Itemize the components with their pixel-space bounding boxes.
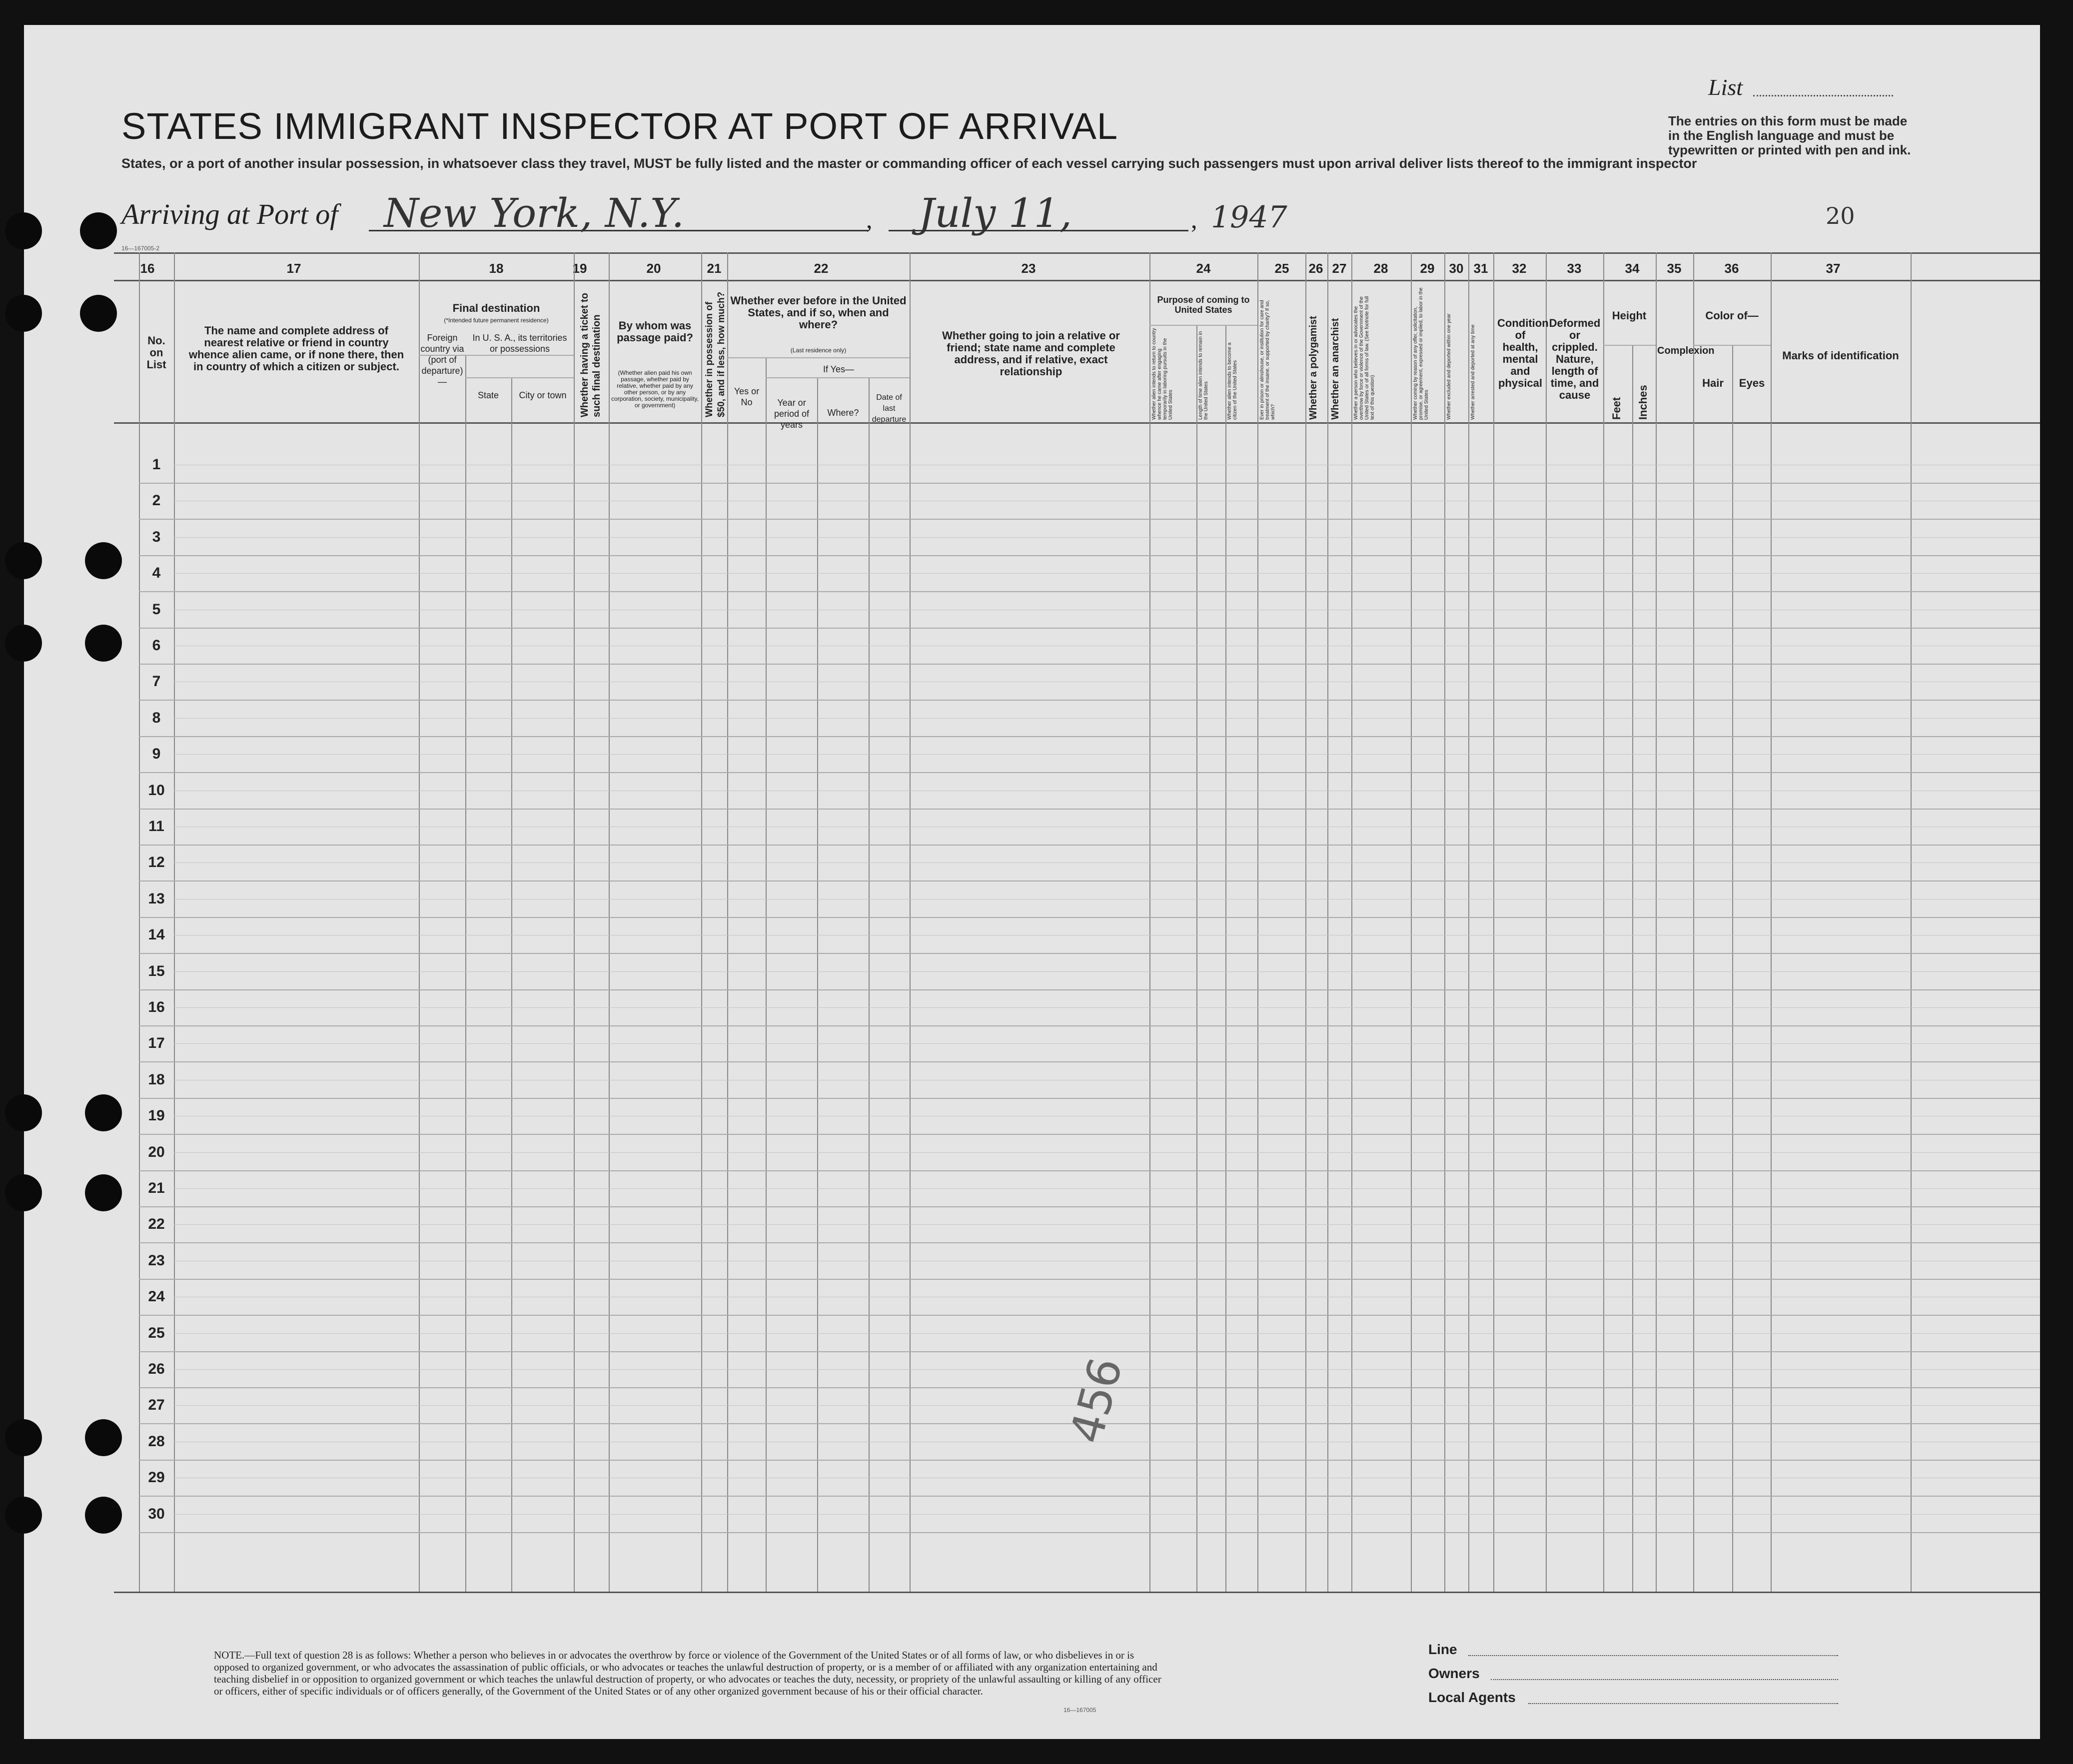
table-row: [139, 591, 2040, 592]
row-midline: [174, 1043, 2040, 1044]
row-number: 21: [148, 1180, 165, 1196]
header-polygamist: Whether a polygamist: [1308, 316, 1319, 420]
col-num-37: 37: [1826, 261, 1841, 276]
header-condition-health: Condition of health, mental and physical: [1497, 317, 1549, 389]
col-num-27: 27: [1332, 261, 1347, 276]
header-where: Where?: [827, 408, 859, 418]
row-number: 2: [152, 492, 161, 509]
header-purpose: Purpose of coming to United States: [1157, 295, 1250, 315]
row-midline: [174, 754, 2040, 755]
header-inches: Inches: [1637, 385, 1649, 420]
col-num-25: 25: [1274, 261, 1289, 276]
row-midline: [174, 971, 2040, 972]
row-midline: [174, 1514, 2040, 1515]
footer-form-code: 16—167005: [1063, 1707, 1096, 1714]
col-num-24: 24: [1196, 261, 1211, 276]
col-rule: [1351, 252, 1352, 1592]
col-rule: [1771, 252, 1772, 1592]
header-passage-paid: By whom was passage paid?: [617, 319, 693, 344]
col-rule: [1693, 252, 1694, 1592]
row-midline: [174, 1007, 2040, 1008]
col-num-19: 19: [572, 261, 587, 276]
row-number: 19: [148, 1107, 165, 1124]
row-number: 18: [148, 1071, 165, 1088]
table-row: [139, 483, 2040, 484]
band-top-rule: [114, 252, 2040, 254]
row-midline: [174, 718, 2040, 719]
port-handwritten: New York, N.Y.: [384, 190, 685, 236]
col-rule: [1225, 325, 1226, 1592]
header-eyes: Eyes: [1739, 377, 1765, 389]
header-feet: Feet: [1610, 397, 1623, 420]
sub-rule: [766, 377, 910, 378]
col-rule: [1493, 252, 1494, 1592]
header-fifty-dollars: Whether in possession of $50, and if less, how much?: [704, 291, 727, 417]
col-num-30: 30: [1449, 261, 1464, 276]
table-row: [139, 1206, 2040, 1207]
header-in-usa: In U. S. A., its territories or possessions: [472, 333, 567, 354]
sub-rule: [465, 377, 574, 378]
table-row: [139, 881, 2040, 882]
header-bottom-rule: [114, 422, 2040, 424]
table-row: [139, 628, 2040, 629]
header-hair: Hair: [1702, 377, 1724, 389]
col-rule: [1411, 252, 1412, 1592]
col-rule: [1546, 252, 1547, 1592]
table-row: [139, 1025, 2040, 1026]
punch-hole: [80, 295, 117, 332]
col-rule: [609, 252, 610, 1592]
table-row: [139, 1098, 2040, 1099]
punch-hole: [5, 1174, 42, 1211]
punch-hole: [5, 295, 42, 332]
form-sheet: [24, 25, 2040, 1739]
col-rule: [910, 252, 911, 1592]
punch-hole: [5, 212, 42, 249]
header-final-destination: Final destination: [452, 302, 540, 314]
header-years: Year or period of years: [774, 398, 810, 430]
form-code: 16—167005-2: [121, 245, 160, 252]
col-rule: [1196, 325, 1197, 1592]
row-number: 10: [148, 782, 165, 799]
punch-hole: [5, 1419, 42, 1456]
table-row: [139, 736, 2040, 737]
table-row: [139, 1315, 2040, 1316]
row-number: 26: [148, 1361, 165, 1377]
header-date-departure: Date of last departure: [872, 393, 907, 424]
table-row: [139, 1279, 2040, 1280]
col-num-22: 22: [814, 261, 829, 276]
col-rule: [1603, 252, 1604, 1592]
comma-separator: ,: [866, 205, 873, 233]
punch-hole: [5, 542, 42, 579]
row-number: 15: [148, 962, 165, 979]
row-midline: [174, 1224, 2040, 1225]
table-row: [139, 1134, 2040, 1135]
table-row: [139, 772, 2040, 773]
table-row: [139, 1242, 2040, 1243]
row-number: 28: [148, 1433, 165, 1450]
row-number: 30: [148, 1505, 165, 1522]
table-row: [139, 917, 2040, 918]
table-row: [139, 555, 2040, 556]
col-rule: [869, 377, 870, 1592]
table-row: [139, 1460, 2040, 1461]
row-number: 12: [148, 854, 165, 871]
form-title: STATES IMMIGRANT INSPECTOR AT PORT OF ARRIVAL: [121, 105, 1118, 147]
row-number: 9: [152, 746, 161, 763]
row-number: 22: [148, 1216, 165, 1233]
sub-rule: [1603, 345, 1656, 346]
sub-rule: [727, 357, 910, 358]
col-num-28: 28: [1373, 261, 1388, 276]
header-passage-paid-sub: (Whether alien paid his own passage, whether paid by relative, whether paid by any other person, or by any corporation, society, municipality, or government): [611, 369, 699, 409]
col-num-31: 31: [1473, 261, 1488, 276]
col-num-35: 35: [1667, 261, 1682, 276]
page-number: 20: [1826, 202, 1855, 229]
col-rule: [174, 252, 175, 1592]
col-num-34: 34: [1625, 261, 1640, 276]
sub-rule: [1149, 325, 1257, 326]
table-row: [139, 1061, 2040, 1062]
col-num-17: 17: [286, 261, 301, 276]
header-yes-or-no: Yes or No: [734, 386, 760, 407]
band-bottom-rule: [114, 280, 2040, 281]
arriving-label: Arriving at Port of: [121, 198, 338, 230]
header-purpose-return: Whether alien intends to return to country whence he came after engaging temporarily in laboring pursuits in the United States: [1151, 328, 1173, 420]
col-num-36: 36: [1724, 261, 1739, 276]
punch-hole: [5, 625, 42, 662]
col-num-20: 20: [646, 261, 661, 276]
row-number: 3: [152, 528, 161, 545]
header-no-on-list: No. on List: [146, 334, 166, 371]
col-rule: [1911, 252, 1912, 1592]
row-midline: [174, 1188, 2040, 1189]
row-midline: [174, 1152, 2040, 1153]
header-overthrow: Whether a person who believes in or advocates the overthrow by force or violence of the Government of the United States or of all forms of law. (See footnote for full text of this question): [1353, 296, 1375, 420]
col-rule: [727, 252, 728, 1592]
row-number: 4: [152, 565, 161, 582]
table-row: [139, 664, 2040, 665]
list-label: List: [1708, 74, 1743, 100]
col-num-18: 18: [489, 261, 504, 276]
col-rule: [574, 252, 575, 1592]
col-rule: [817, 377, 818, 1592]
table-row: [139, 1170, 2040, 1171]
header-purpose-citizen: Whether alien intends to become a citizen of the United States: [1227, 342, 1238, 420]
table-row: [139, 989, 2040, 990]
col-num-23: 23: [1021, 261, 1036, 276]
table-row: [139, 700, 2040, 701]
header-labor-offer: Whether coming by reason of any offer, solicitation, promise, or agreement, expressed or implied, to labor in the United States: [1413, 287, 1429, 420]
row-midline: [174, 1333, 2040, 1334]
footer-owners-field: [1491, 1679, 1838, 1680]
punch-hole: [85, 1497, 122, 1534]
punch-hole: [5, 1497, 42, 1534]
row-midline: [174, 537, 2040, 538]
header-arrested: Whether arrested and deported at any time: [1470, 324, 1476, 420]
row-number: 25: [148, 1324, 165, 1341]
list-number-line: [1753, 95, 1893, 96]
date-handwritten: July 11,: [919, 190, 1072, 236]
col-num-21: 21: [707, 261, 722, 276]
col-rule: [1732, 345, 1733, 1592]
footer-agents-field: [1528, 1703, 1838, 1704]
footer-owners-label: Owners: [1428, 1666, 1480, 1681]
table-row: [139, 1532, 2040, 1533]
header-ever-before: Whether ever before in the United States, and if so, when and where?: [730, 294, 907, 331]
col-rule: [766, 357, 767, 1592]
punch-hole: [5, 1094, 42, 1131]
header-deformed: Deformed or crippled. Nature, length of time, and cause: [1549, 317, 1601, 401]
col-rule: [1305, 252, 1306, 1592]
col-rule: [139, 252, 140, 1592]
col-rule: [1257, 252, 1258, 1592]
table-row: [139, 1351, 2040, 1352]
header-marks: Marks of identification: [1782, 349, 1899, 362]
footer-line-field: [1468, 1655, 1838, 1656]
header-if-yes: If Yes—: [823, 364, 855, 374]
row-number: 13: [148, 890, 165, 907]
row-number: 8: [152, 709, 161, 726]
punch-hole: [80, 212, 117, 249]
header-anarchist: Whether an anarchist: [1330, 318, 1341, 420]
footnote: NOTE.—Full text of question 28 is as follows: Whether a person who believes in or advocates the overthrow by force or violence of the Government of the United States or of all forms of law, or who disbelieves in or is opposed to organized government, or who advocates the assassination of public officials, or who advocates or teaches the unlawful destruction of property, or is a member of or affiliated with any organization entertaining and teaching disbelief in or opposition to organized government or which teaches the unlawful destruction of property, or who advocates or teaches the duty, necessity, or propriety of the unlawful assaulting or killing of any officer or officers, either of specific individuals or of officers generally, of the Government of the United States or of any other organized government because of his or their official character.: [214, 1649, 1161, 1697]
row-number: 14: [148, 926, 165, 943]
col-num-26: 26: [1308, 261, 1323, 276]
header-final-destination-sub: (*Intended future permanent residence): [444, 317, 549, 324]
row-number: 27: [148, 1397, 165, 1414]
row-midline: [174, 573, 2040, 574]
row-number: 29: [148, 1469, 165, 1486]
table-row: [139, 519, 2040, 520]
col-rule: [1656, 252, 1657, 1592]
header-ticket: Whether having a ticket to such final destination: [579, 293, 602, 417]
header-height: Height: [1612, 309, 1647, 322]
row-number: 6: [152, 637, 161, 654]
row-number: 5: [152, 601, 161, 618]
punch-hole: [85, 542, 122, 579]
col-rule: [1444, 252, 1445, 1592]
col-rule: [1327, 252, 1328, 1592]
header-nearest-relative: The name and complete address of nearest relative or friend in country whence alien came, or if none there, then in country of which a citizen or subject.: [188, 324, 404, 373]
row-number: 1: [152, 456, 161, 473]
instructions-text: The entries on this form must be made in the English language and must be typewritten or printed with pen and ink.: [1668, 113, 1911, 157]
col-num-33: 33: [1567, 261, 1582, 276]
header-state: State: [477, 390, 499, 400]
row-number: 17: [148, 1035, 165, 1052]
form-subtitle: States, or a port of another insular possession, in whatsoever class they travel, MUST be fully listed and the master or commanding officer of each vessel carrying such passengers must upon arrival deliver lists thereof to the immigrant inspector: [121, 156, 1697, 171]
header-city: City or town: [519, 390, 567, 400]
punch-hole: [85, 1419, 122, 1456]
table-row: [139, 1496, 2040, 1497]
comma-separator-2: ,: [1191, 205, 1197, 233]
footer-line-label: Line: [1428, 1642, 1457, 1657]
pencil-annotation: 456: [1059, 1352, 1133, 1449]
punch-hole: [85, 1174, 122, 1211]
table-row: [139, 845, 2040, 846]
col-rule: [511, 377, 512, 1592]
header-excluded: Whether excluded and deported within one year: [1446, 313, 1452, 420]
table-row: [139, 953, 2040, 954]
col-rule: [1468, 252, 1469, 1592]
row-number: 11: [148, 818, 164, 835]
col-rule: [701, 252, 702, 1592]
footer-agents-label: Local Agents: [1428, 1690, 1516, 1705]
col-rule: [419, 252, 420, 1592]
header-purpose-length: Length of time alien intends to remain in the United States: [1198, 331, 1209, 420]
header-prison: Ever in prison or almshouse, or institution for care and treatment of the insane, or supported by charity? If so, which?: [1259, 300, 1276, 420]
punch-hole: [85, 625, 122, 662]
col-rule: [465, 355, 466, 1592]
header-join-relative: Whether going to join a relative or friend; state name and complete address, and if relative, exact relationship: [942, 329, 1120, 378]
table-row: [139, 809, 2040, 810]
col-rule: [1149, 252, 1150, 1592]
punch-hole: [85, 1094, 122, 1131]
col-num-29: 29: [1420, 261, 1435, 276]
header-complexion: Complexion: [1657, 345, 1715, 356]
col-rule: [1632, 345, 1633, 1592]
row-number: 24: [148, 1288, 165, 1305]
header-color-of: Color of—: [1705, 309, 1759, 322]
row-number: 7: [152, 673, 161, 690]
header-ever-before-sub: (Last residence only): [790, 347, 847, 354]
row-number: 23: [148, 1252, 165, 1269]
header-foreign-country: Foreign country via (port of departure)—: [420, 333, 464, 387]
row-number: 16: [148, 999, 165, 1015]
table-bottom-rule: [114, 1592, 2040, 1593]
year-handwritten: 1947: [1211, 200, 1287, 235]
col-num-32: 32: [1512, 261, 1527, 276]
col-num-16: 16: [140, 261, 155, 276]
row-number: 20: [148, 1143, 165, 1160]
